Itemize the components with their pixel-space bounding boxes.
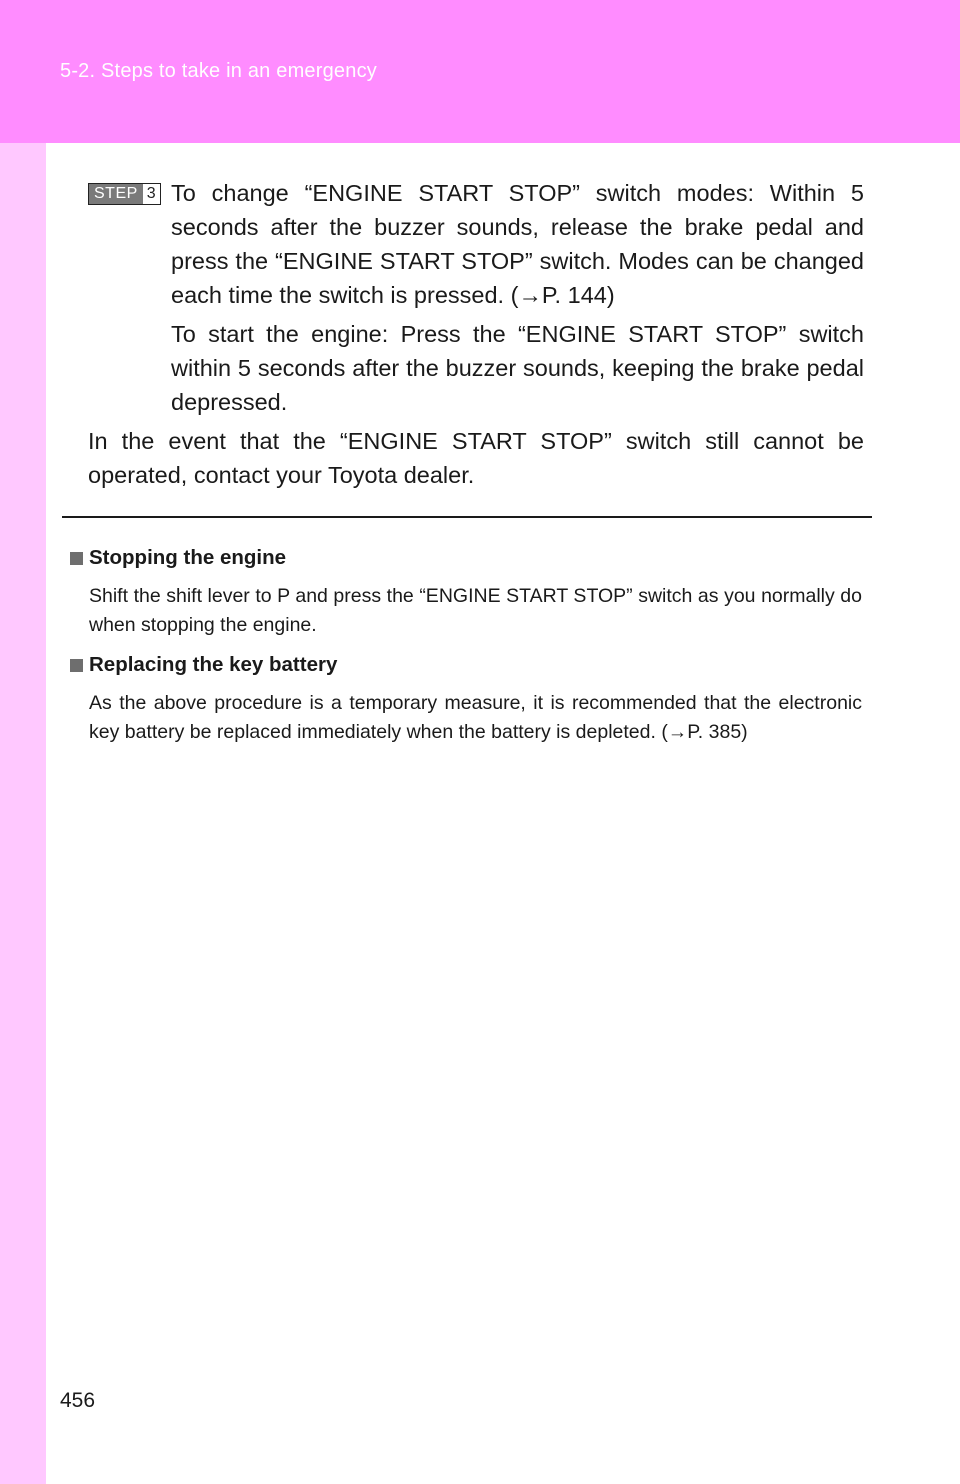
step-instruction-start: To start the engine: Press the “ENGINE START STOP” switch within 5 seconds after the buzzer sounds, keeping the brake pedal depressed. <box>171 321 864 415</box>
page-header <box>0 0 960 143</box>
note-body: As the above procedure is a temporary measure, it is recommended that the electronic key battery be replaced immediately when the battery is depleted. (→P. 385) <box>89 692 862 743</box>
step-number: 3 <box>146 185 156 202</box>
section-title: 5-2. Steps to take in an emergency <box>60 60 377 82</box>
section-divider <box>62 516 872 518</box>
main-content <box>88 176 864 492</box>
note-replacing-battery <box>70 650 862 747</box>
step-label: STEP <box>89 184 143 204</box>
notes-section <box>70 543 862 757</box>
side-margin-band <box>0 143 46 1484</box>
step-3-block <box>88 176 864 419</box>
square-bullet-icon <box>70 552 83 565</box>
step-badge <box>88 183 161 205</box>
note-heading: Replacing the key battery <box>89 653 338 676</box>
note-stopping-engine <box>70 543 862 640</box>
closing-paragraph: In the event that the “ENGINE START STOP” switch still cannot be operated, contact your Toyota dealer. <box>88 428 864 488</box>
note-heading: Stopping the engine <box>89 546 287 569</box>
note-body: Shift the shift lever to P and press the “ENGINE START STOP” switch as you normally do when stopping the engine. <box>89 585 862 636</box>
page-number: 456 <box>60 1389 96 1412</box>
square-bullet-icon <box>70 659 83 672</box>
step-text <box>171 176 864 419</box>
step-instruction-modes: To change “ENGINE START STOP” switch modes: Within 5 seconds after the buzzer sounds, release the brake pedal and press the “ENGINE START STOP” switch. Modes can be changed each time the switch is pressed. (→P. 144) <box>171 180 864 308</box>
